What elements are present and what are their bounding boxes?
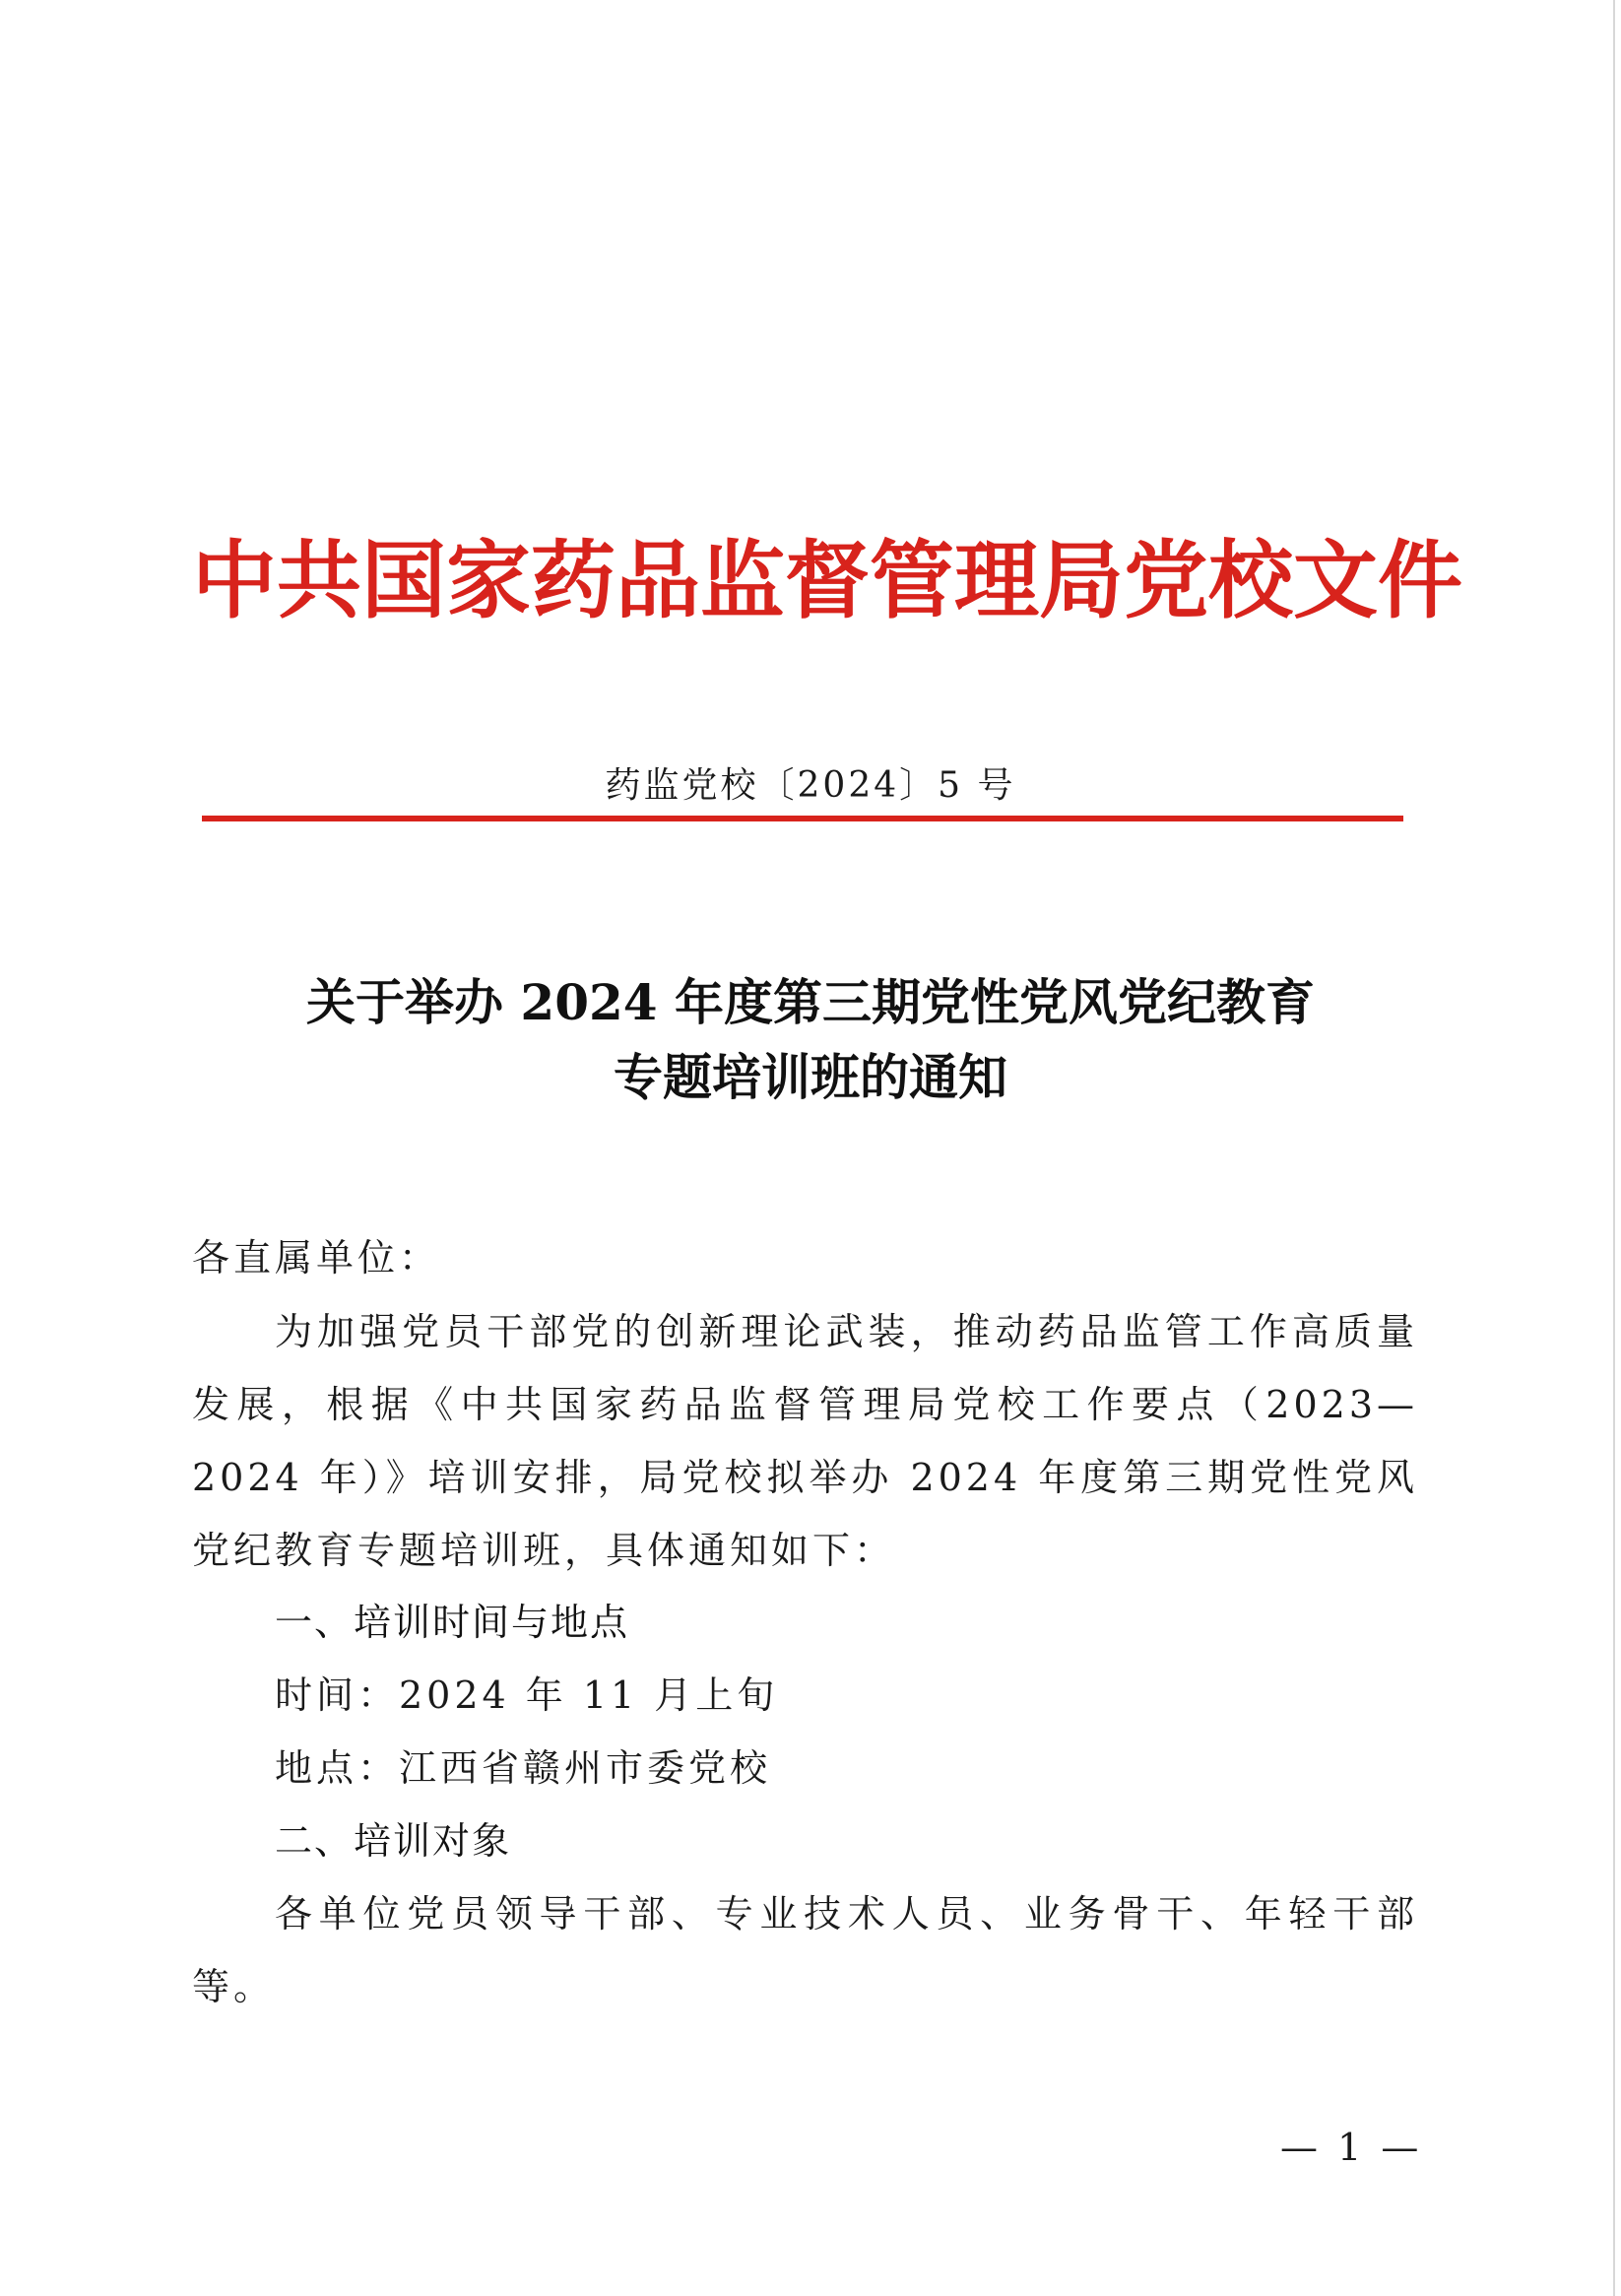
section-heading-time-place: 一、培训时间与地点 — [275, 1601, 630, 1644]
training-time: 时间：2024 年 11 月上旬 — [275, 1673, 779, 1717]
scan-edge-line — [1613, 0, 1615, 2296]
notice-title-line-1: 关于举办 2024 年度第三期党性党风党纪教育 — [306, 973, 1315, 1031]
notice-title — [148, 965, 1473, 1115]
notice-title-line-2: 专题培训班的通知 — [614, 1048, 1007, 1106]
participants-paragraph: 各单位党员领导干部、专业技术人员、业务骨干、年轻干部等。 — [192, 1892, 1418, 2008]
training-place: 地点：江西省赣州市委党校 — [275, 1746, 772, 1790]
document-number: 药监党校〔2024〕5 号 — [605, 765, 1016, 806]
red-separator-rule — [202, 816, 1403, 821]
masthead-title: 中共国家药品监督管理局党校文件 — [192, 531, 1462, 630]
page-number: — 1 — — [1280, 2126, 1423, 2169]
salutation: 各直属单位： — [192, 1236, 441, 1279]
section-heading-participants: 二、培训对象 — [275, 1819, 512, 1863]
intro-paragraph: 为加强党员干部党的创新理论武装，推动药品监管工作高质量发展，根据《中共国家药品监督管理局党校工作要点（2023—2024 年）》培训安排，局党校拟举办 2024 年度第三期党性党风党纪教育专题培训班，具体通知如下： — [192, 1310, 1418, 1572]
